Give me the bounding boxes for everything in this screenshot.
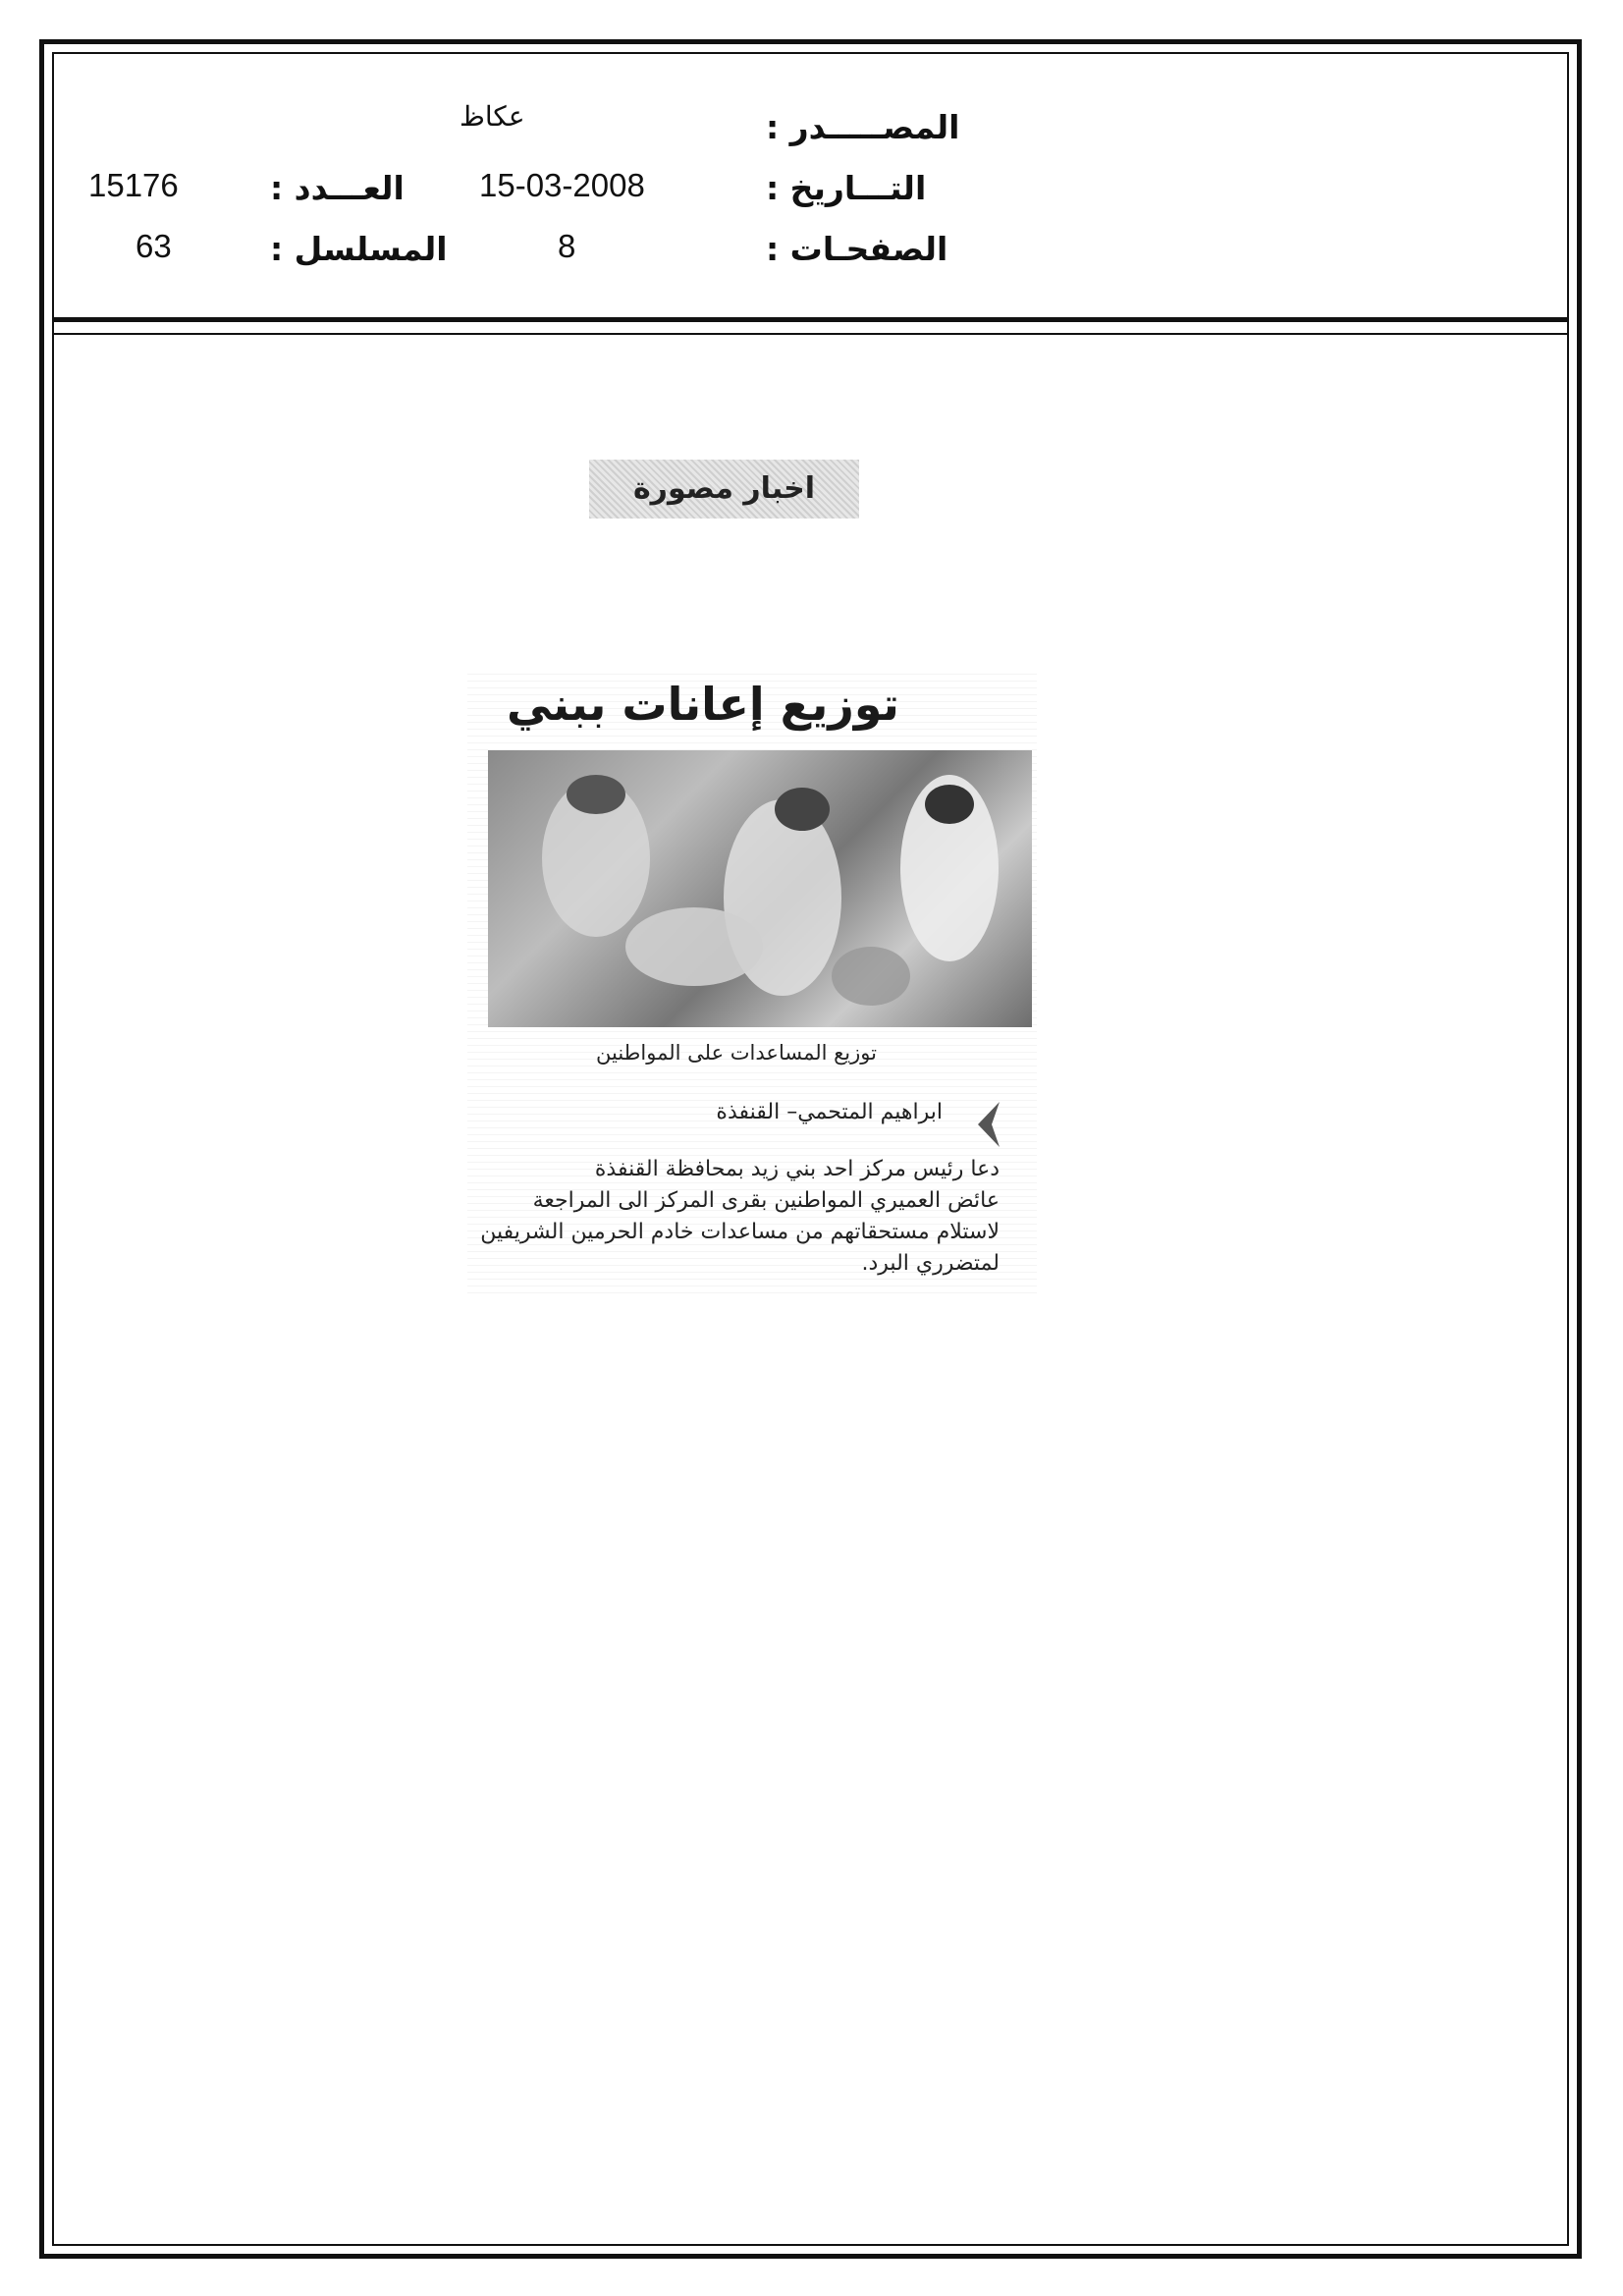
body-line: لاستلام مستحقاتهم من مساعدات خادم الحرمين الشريفين [480,1220,1000,1244]
article-headline: توزيع إعانات ببني [507,678,899,731]
header-divider-thick [52,317,1569,322]
arrow-mark-icon [972,1100,1001,1149]
pages-value: 8 [558,228,576,264]
issue-label: العـــدد : [270,169,405,207]
source-value: عكاظ [460,101,525,132]
article-byline: ابراهيم المتحمي– القنفذة [716,1100,943,1124]
header-divider-thin [52,333,1569,335]
body-line: دعا رئيس مركز احد بني زيد بمحافظة القنفذة [594,1157,1000,1181]
article-body [469,1154,1000,1280]
section-title: اخبار مصورة [589,460,859,519]
pages-label: الصفحـات : [766,230,948,268]
date-value: 15-03-2008 [479,167,645,203]
date-label: التـــاريخ : [766,169,927,207]
body-line: عائض العميري المواطنين بقرى المركز الى المراجعة [532,1188,1000,1213]
article-photo [488,750,1032,1027]
serial-value: 63 [135,228,172,264]
serial-label: المسلسل : [270,230,448,268]
issue-value: 15176 [88,167,179,203]
source-label: المصـــــدر : [766,108,960,146]
photo-caption: توزيع المساعدات على المواطنين [596,1041,877,1065]
body-line: لمتضرري البرد. [861,1251,1000,1276]
